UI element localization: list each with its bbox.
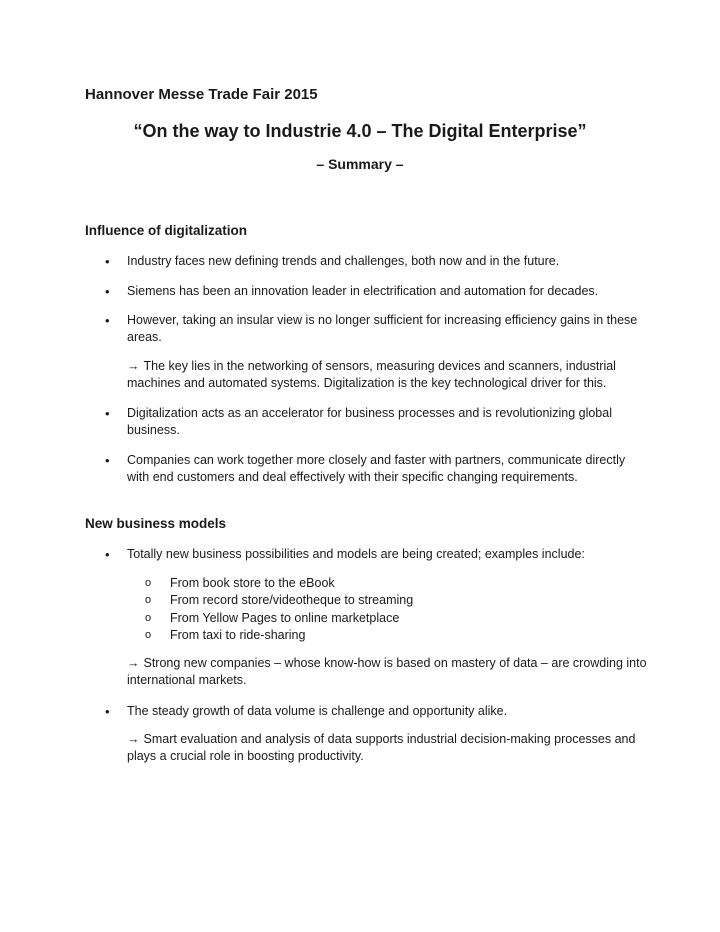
list-item-text: Siemens has been an innovation leader in electrification and automation for decades. [127, 284, 599, 298]
list-item [145, 575, 625, 592]
section-heading-digitalization: Influence of digitalization [85, 223, 247, 238]
arrow-note-text: Smart evaluation and analysis of data supports industrial decision-making processes and plays a crucial role in boosting productivity. [127, 732, 636, 763]
list-item [105, 253, 645, 270]
arrow-note [127, 358, 647, 392]
list-item [105, 452, 645, 486]
list-item [105, 703, 645, 720]
list-item-text: Companies can work together more closely and faster with partners, communicate directly with end customers and deal effectively with their specific changing requirements. [127, 453, 626, 484]
circle-bullet-icon: o [145, 594, 152, 607]
list-item [105, 546, 645, 563]
list-item-text: From book store to the eBook [170, 576, 335, 590]
circle-bullet-icon: o [145, 577, 152, 589]
circle-bullet-icon: o [145, 611, 152, 624]
arrow-right-icon: → [127, 656, 140, 670]
arrow-right-icon: → [127, 359, 140, 373]
list-item-text: However, taking an insular view is no longer sufficient for increasing efficiency gains in these areas. [127, 313, 638, 344]
arrow-note-text: The key lies in the networking of sensors, measuring devices and scanners, industrial machines and automated systems. Digitalization is the key technological driver for this. [127, 359, 616, 390]
bullet-icon: • [105, 254, 110, 269]
list-item [145, 592, 625, 609]
list-item-text: Totally new business possibilities and models are being created; examples include: [127, 547, 585, 561]
list-item-text: From record store/videotheque to streaming [170, 593, 414, 608]
list-item [145, 610, 625, 627]
circle-bullet-icon: o [145, 628, 152, 641]
list-item [105, 405, 645, 439]
list-item-text: Digitalization acts as an accelerator for business processes and is revolutionizing global business. [127, 406, 612, 437]
bullet-icon: • [105, 284, 110, 299]
bullet-icon: • [105, 704, 110, 719]
arrow-right-icon: → [127, 732, 140, 746]
event-title: Hannover Messe Trade Fair 2015 [85, 86, 318, 103]
list-item-text: The steady growth of data volume is challenge and opportunity alike. [127, 704, 508, 718]
list-item-text: Industry faces new defining trends and challenges, both now and in the future. [127, 254, 560, 268]
bullet-icon: • [105, 547, 110, 562]
arrow-note [127, 731, 647, 765]
section-heading-business-models: New business models [85, 516, 227, 531]
list-item-text: From taxi to ride-sharing [170, 627, 306, 642]
list-item [105, 283, 645, 300]
bullet-icon: • [105, 313, 110, 328]
list-item [145, 627, 625, 644]
bullet-icon: • [105, 453, 110, 468]
list-item [105, 312, 645, 346]
list-item-text: From Yellow Pages to online marketplace [170, 610, 400, 625]
arrow-note-text: Strong new companies – whose know-how is based on mastery of data – are crowding into international markets. [127, 656, 647, 687]
document-subtitle: – Summary – [316, 156, 404, 172]
document-title: “On the way to Industrie 4.0 – The Digital Enterprise” [133, 121, 587, 141]
bullet-icon: • [105, 406, 110, 421]
examples-list [145, 575, 625, 644]
arrow-note [127, 655, 647, 689]
